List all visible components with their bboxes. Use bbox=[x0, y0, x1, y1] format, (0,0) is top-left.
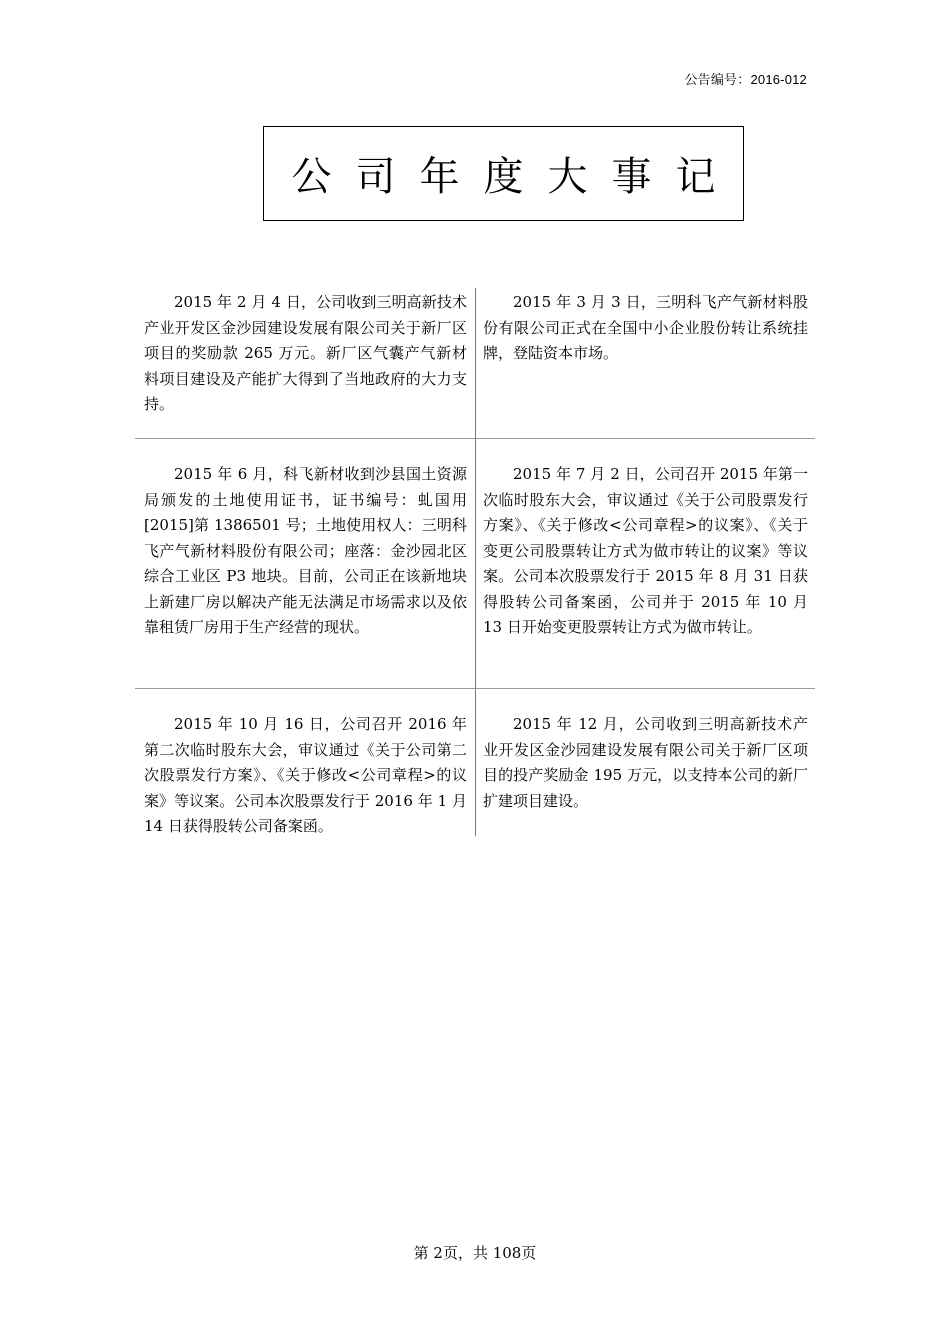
event-cell-6: 2015 年 12 月，公司收到三明高新技术产业开发区金沙园建设发展有限公司关于新厂区项目的投产奖励金 195 万元，以支持本公司的新厂扩建项目建设。 bbox=[483, 715, 808, 810]
page-title: 公司年度大事记 bbox=[291, 154, 740, 200]
notice-number: 公告编号：2016-012 bbox=[684, 72, 807, 87]
column-divider bbox=[475, 288, 476, 836]
event-cell-1: 2015 年 2 月 4 日，公司收到三明高新技术产业开发区金沙园建设发展有限公司关于新厂区项目的奖励款 265 万元。新厂区气囊产气新材料项目建设及产能扩大得到了当地政府的大力支持。 bbox=[144, 293, 467, 413]
event-cell-2: 2015 年 3 月 3 日，三明科飞产气新材料股份有限公司正式在全国中小企业股份转让系统挂牌，登陆资本市场。 bbox=[483, 293, 808, 362]
event-cell-5: 2015 年 10 月 16 日，公司召开 2016 年第二次临时股东大会，审议通过《关于公司第二次股票发行方案》、《关于修改<公司章程>的议案》等议案。公司本次股票发行于 2016 年 1 月 14 日获得股转公司备案函。 bbox=[144, 715, 467, 835]
row-divider-2 bbox=[135, 688, 815, 689]
page-footer: 第 2页，共 108页 bbox=[413, 1244, 537, 1262]
event-cell-3: 2015 年 6 月，科飞新材收到沙县国土资源局颁发的土地使用证书，证书编号：虬国用[2015]第 1386501 号；土地使用权人：三明科飞产气新材料股份有限公司；座落：金沙园北区综合工业区 P3 地块。目前，公司正在该新地块上新建厂房以解决产能无法满足市场需求以及依靠租赁厂房用于生产经营的现状。 bbox=[144, 465, 467, 636]
event-cell-4: 2015 年 7 月 2 日，公司召开 2015 年第一次临时股东大会，审议通过《关于公司股票发行方案》、《关于修改<公司章程>的议案》、《关于变更公司股票转让方式为做市转让的议案》等议案。公司本次股票发行于 2015 年 8 月 31 日获得股转公司备案函，公司并于 2015 年 10 月 13 日开始变更股票转让方式为做市转让。 bbox=[483, 465, 808, 636]
title-box bbox=[263, 126, 744, 221]
row-divider-1 bbox=[135, 438, 815, 439]
